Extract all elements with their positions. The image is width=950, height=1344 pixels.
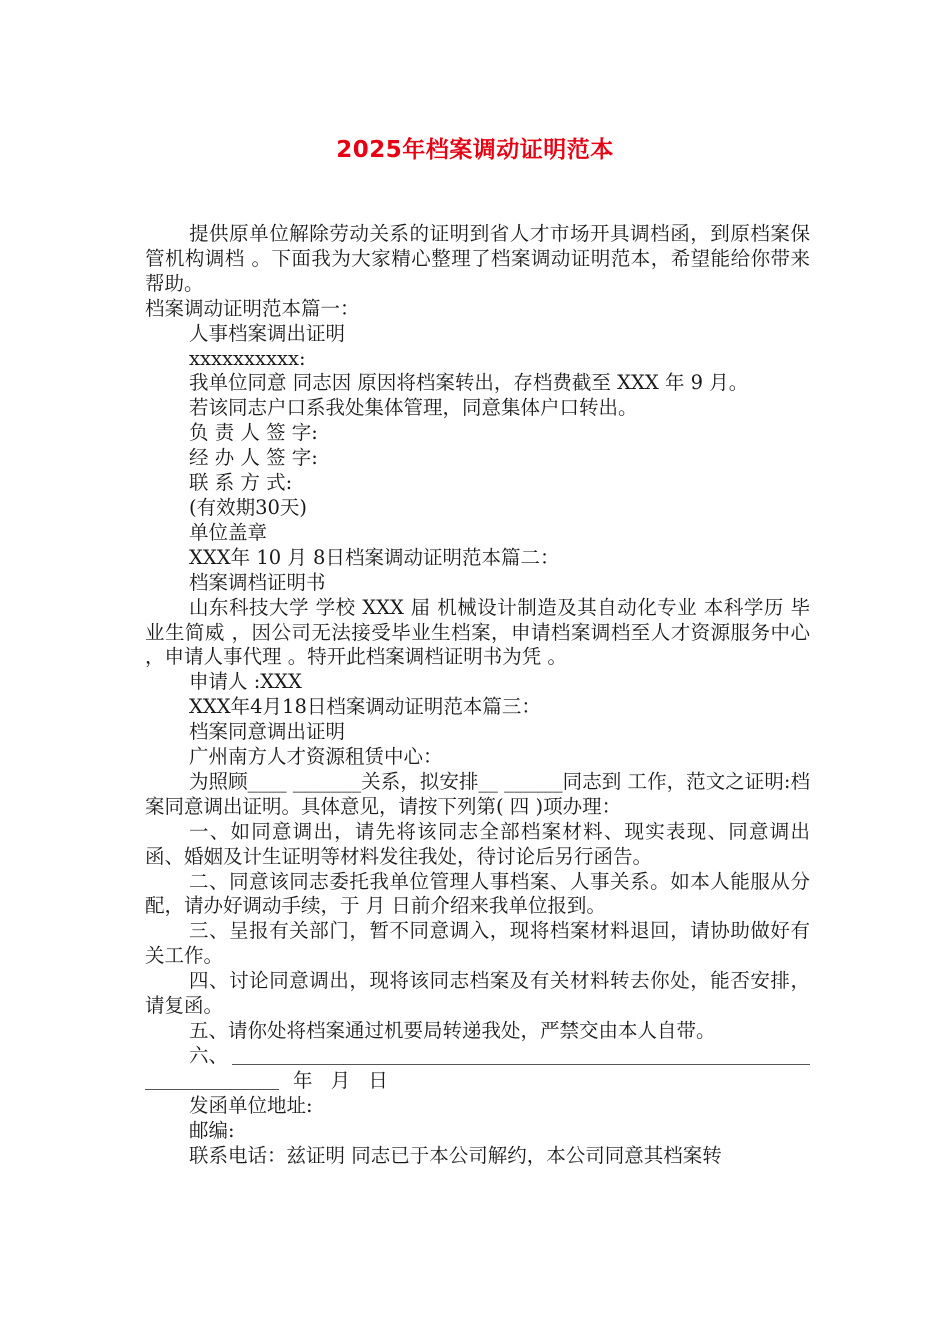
document-title: 2025年档案调动证明范本 <box>336 137 614 163</box>
paragraph: 山东科技大学 学校 XXX 届 机械设计制造及其自动化专业 本科学历 毕业生简威 ，因公司无法接受毕业生档案，申请档案调档至人才资源服务中心 ，申请人事代理 。特开此档案调档证明书为凭 。 <box>145 595 810 669</box>
list-item: 二、同意该同志委托我单位管理人事档案、人事关系。如本人能服从分配，请办好调动手续，于 月 日前介绍来我单位报到。 <box>145 869 810 918</box>
paragraph: 若该同志户口系我处集体管理，同意集体户口转出。 <box>189 396 638 420</box>
intro-paragraph: 提供原单位解除劳动关系的证明到省人才市场开具调档函，到原档案保管机构调档 。下面我为大家精心整理了档案调动证明范本，希望能给你带来帮助。 <box>145 222 810 295</box>
document-body <box>145 222 810 1168</box>
section-heading-1: 档案调动证明范本篇一： <box>145 296 360 320</box>
blank-underline <box>145 1089 279 1090</box>
recipient-line-3: 广州南方人才资源租赁中心： <box>189 745 443 769</box>
date-label: 年 月 日 <box>293 1068 394 1092</box>
phone-field: 联系电话：兹证明 同志已于本公司解约，本公司同意其档案转 <box>189 1143 722 1167</box>
signature-field-manager: 负 责 人 签 字: <box>189 421 318 445</box>
certificate-title-2: 档案调档证明书 <box>189 570 326 594</box>
signature-field-handler: 经 办 人 签 字: <box>189 446 318 470</box>
validity-note: (有效期30天) <box>189 495 308 519</box>
list-item-label: 六、 <box>189 1043 229 1067</box>
date-and-section-heading-3: XXX年4月18日档案调动证明范本篇三： <box>189 695 541 719</box>
date-and-section-heading-2: XXX年 10 月 8日档案调动证明范本篇二： <box>189 545 560 569</box>
certificate-title-3: 档案同意调出证明 <box>189 720 346 744</box>
list-item: 四、讨论同意调出，现将该同志档案及有关材料转去你处，能否安排，请复函。 <box>145 969 810 1018</box>
paragraph: 为照顾____ _______关系，拟安排__ ______同志到 工作，范文之证明:档案同意调出证明。具体意见，请按下列第( 四 )项办理： <box>145 769 810 818</box>
contact-field: 联 系 方 式: <box>189 471 293 495</box>
postcode-field: 邮编: <box>189 1118 235 1142</box>
list-item: 三、呈报有关部门，暂不同意调入，现将档案材料退回，请协助做好有关工作。 <box>145 919 810 968</box>
recipient-line-1: xxxxxxxxxx: <box>189 346 306 370</box>
paragraph: 我单位同意 同志因 原因将档案转出，存档费截至 XXX 年 9 月。 <box>189 371 749 395</box>
list-item: 一、如同意调出，请先将该同志全部档案材料、现实表现、同意调出函、婚姻及计生证明等材料发往我处，待讨论后另行函告。 <box>145 819 810 868</box>
list-item: 五、请你处将档案通过机要局转递我处，严禁交由本人自带。 <box>189 1019 716 1042</box>
certificate-title-1: 人事档案调出证明 <box>189 321 346 345</box>
blank-underline <box>232 1064 810 1065</box>
applicant-line: 申请人 :XXX <box>189 670 302 694</box>
date-blank-line <box>145 1069 810 1094</box>
seal-line: 单位盖章 <box>189 520 268 544</box>
address-field: 发函单位地址: <box>189 1093 313 1117</box>
list-item-blank <box>145 1044 810 1069</box>
